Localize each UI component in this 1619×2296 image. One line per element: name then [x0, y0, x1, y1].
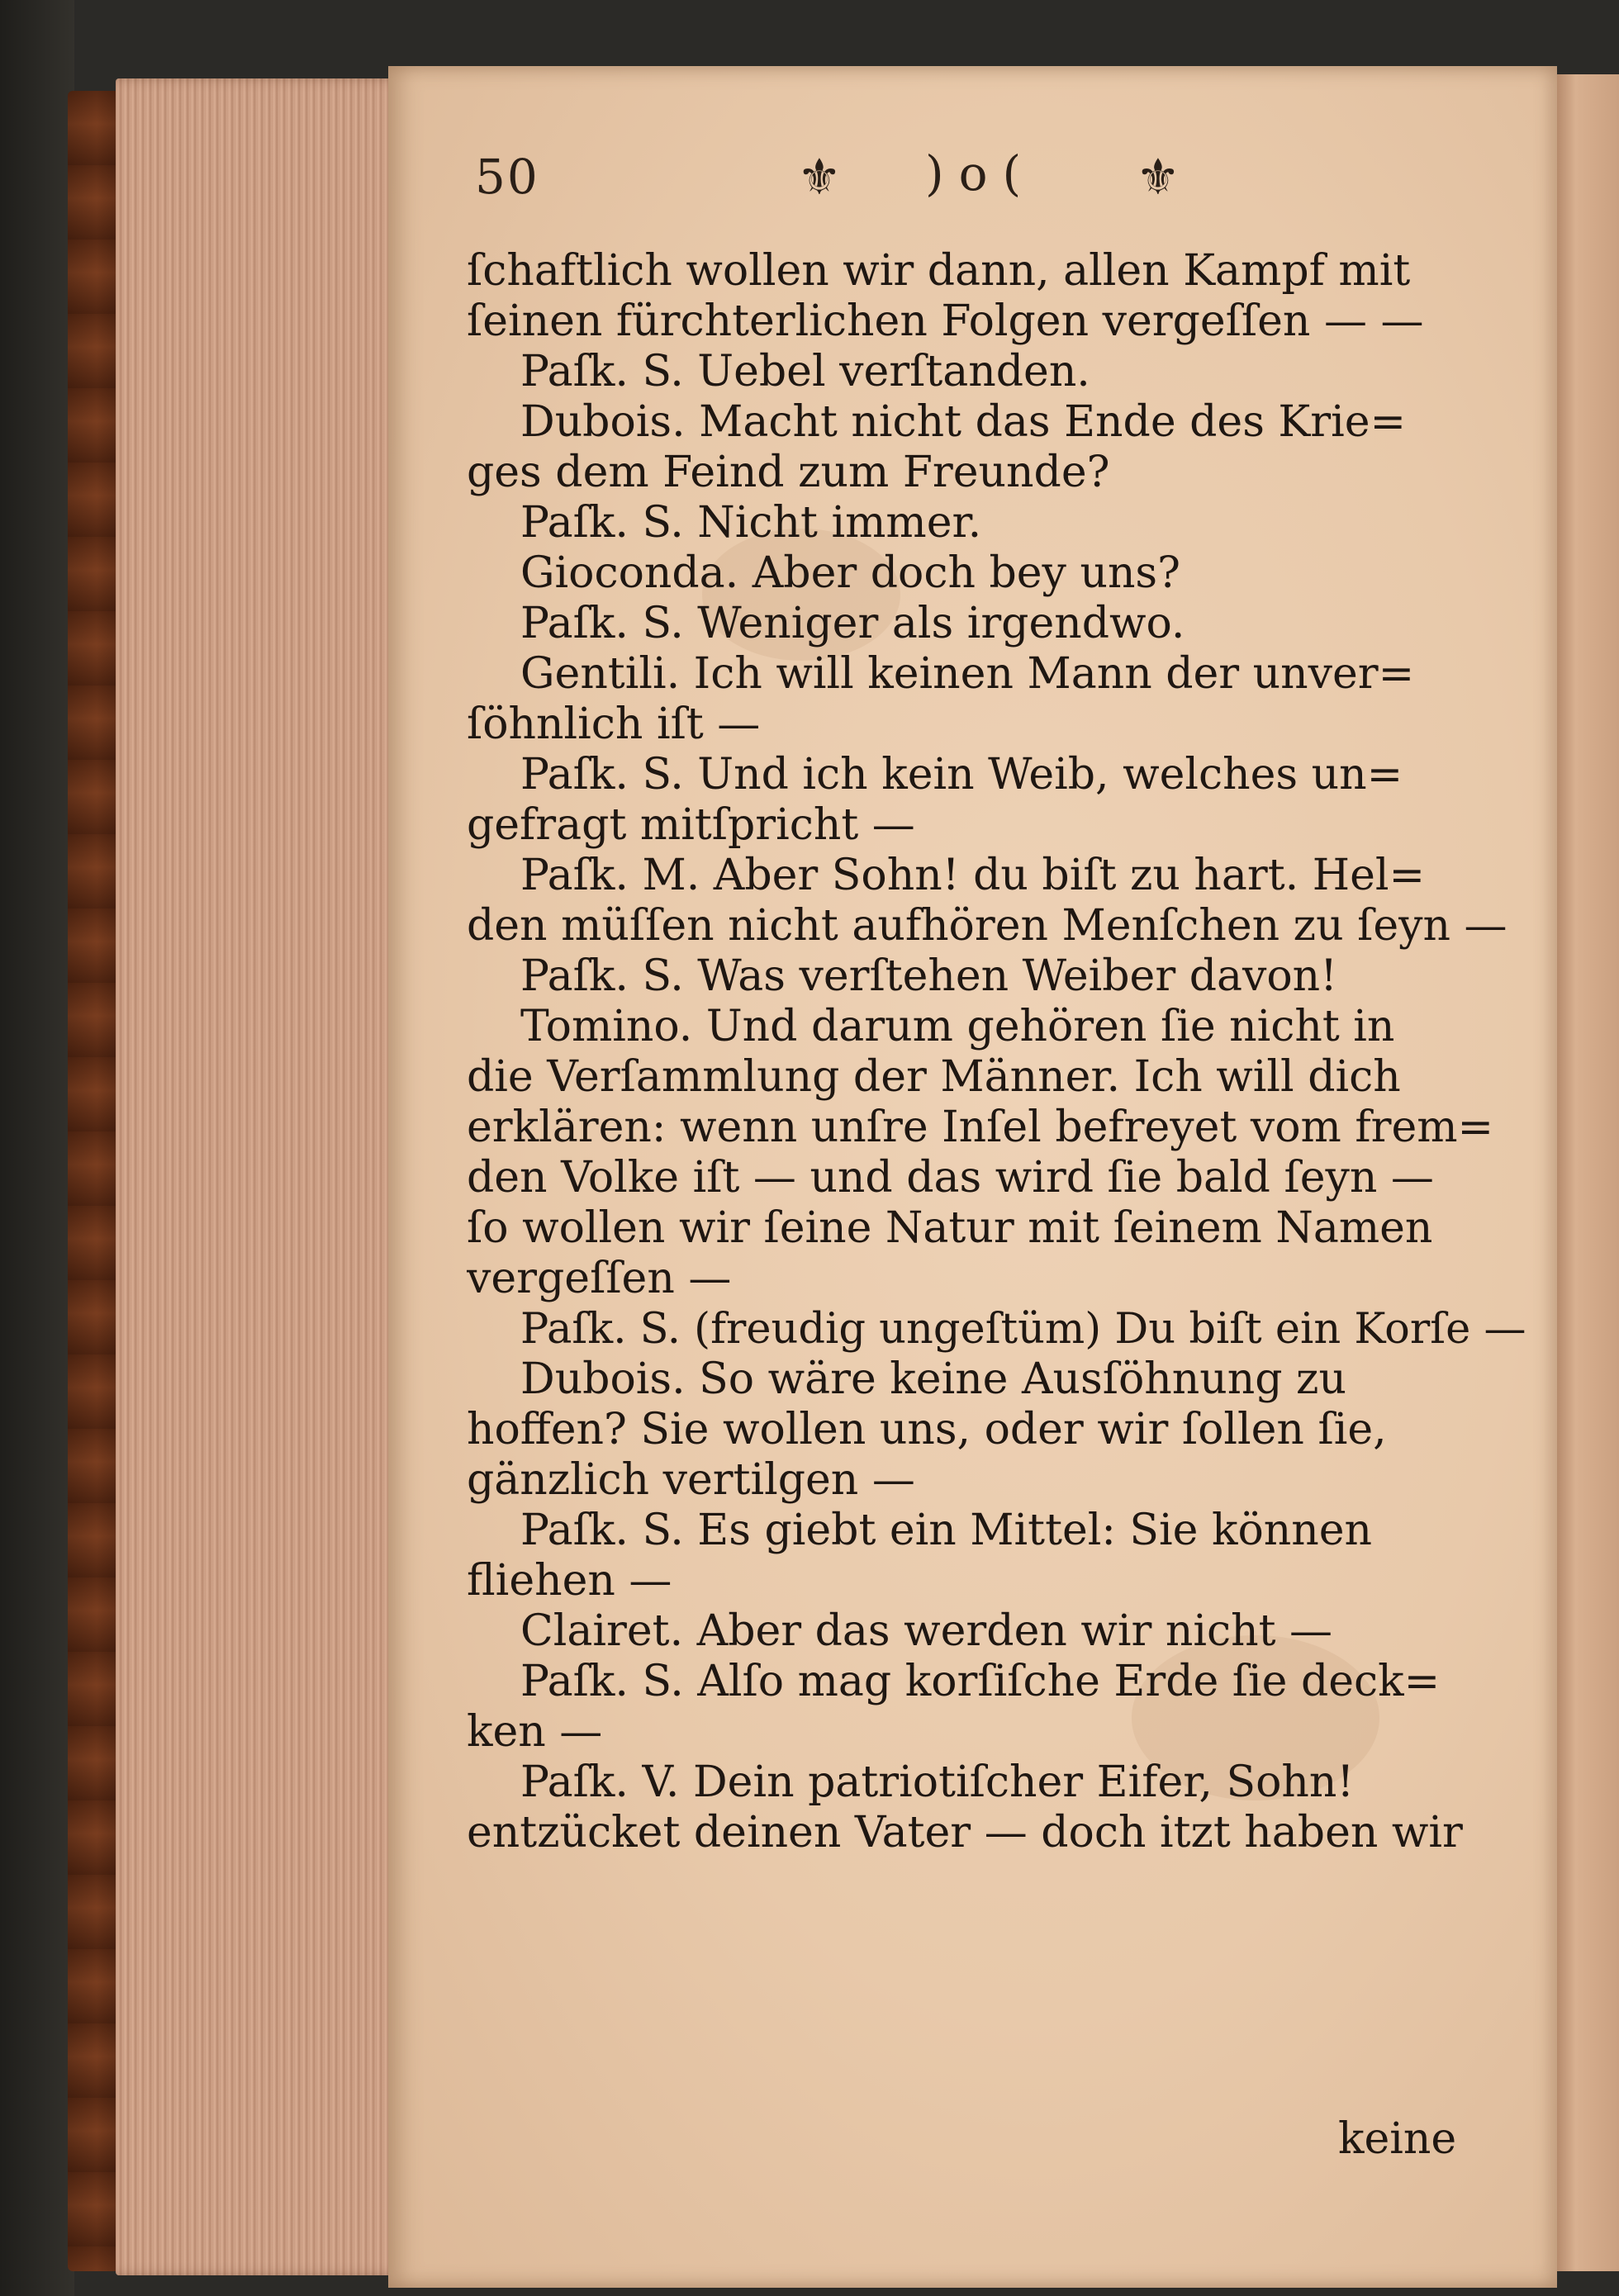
center-ornament: )o(: [925, 145, 1037, 202]
text-line: ſchaftlich wollen wir dann, allen Kampf mit: [467, 246, 1411, 296]
text-line: erklären: wenn unſre Inſel befreyet vom frem=: [467, 1103, 1494, 1152]
text-line: Paſk. S. Uebel verſtanden.: [520, 347, 1090, 396]
text-line: entzücket deinen Vater — doch itzt haben wir: [467, 1808, 1463, 1857]
text-line: Paſk. S. Nicht immer.: [520, 498, 982, 548]
text-line: Paſk. M. Aber Sohn! du biſt zu hart. Hel=: [520, 851, 1426, 900]
text-line: Gentili. Ich will keinen Mann der unver=: [520, 649, 1415, 699]
facing-page-edge: [1557, 74, 1619, 2271]
text-line: vergeſſen —: [467, 1254, 732, 1303]
text-line: ſeinen fürchterlichen Folgen vergeſſen — —: [467, 296, 1424, 346]
text-line: den Volke iſt — und das wird ſie bald ſeyn —: [467, 1153, 1434, 1203]
text-line: gänzlich vertilgen —: [467, 1455, 915, 1505]
text-line: gefragt mitſpricht —: [467, 800, 915, 850]
text-line: fliehen —: [467, 1556, 672, 1606]
text-line: Paſk. S. Weniger als irgendwo.: [520, 599, 1185, 648]
text-line: ges dem Feind zum Freunde?: [467, 448, 1110, 497]
text-line: Paſk. S. Es giebt ein Mittel: Sie können: [520, 1506, 1373, 1555]
text-line: Paſk. S. Was verſtehen Weiber davon!: [520, 951, 1338, 1001]
fleuron-ornament-icon: ⚜: [797, 149, 842, 206]
page-number: 50: [475, 149, 539, 205]
body-text: [467, 246, 1532, 1858]
text-line: ſo wollen wir ſeine Natur mit ſeinem Namen: [467, 1203, 1433, 1253]
running-head: [475, 145, 1619, 215]
text-line: die Verſammlung der Männer. Ich will dich: [467, 1052, 1401, 1102]
fleuron-ornament-icon: ⚜: [1136, 149, 1180, 206]
text-line: Paſk. S. Alſo mag korſiſche Erde ſie deck=: [520, 1657, 1441, 1706]
catchword: keine: [1338, 2114, 1457, 2164]
text-line: hoffen? Sie wollen uns, oder wir ſollen ſie,: [467, 1405, 1387, 1454]
text-line: den müſſen nicht aufhören Menſchen zu ſeyn —: [467, 901, 1507, 951]
background-left: [0, 0, 74, 2296]
text-line: Paſk. S. (freudig ungeſtüm) Du biſt ein Korſe —: [520, 1305, 1526, 1354]
text-line: Tomino. Und darum gehören ſie nicht in: [520, 1002, 1395, 1051]
text-line: Dubois. So wäre keine Ausſöhnung zu: [520, 1354, 1346, 1404]
text-line: ſöhnlich iſt —: [467, 700, 761, 749]
text-line: Clairet. Aber das werden wir nicht —: [520, 1606, 1333, 1656]
text-line: ken —: [467, 1707, 603, 1757]
text-line: Dubois. Macht nicht das Ende des Krie=: [520, 397, 1407, 447]
text-line: Paſk. V. Dein patriotiſcher Eifer, Sohn!: [520, 1758, 1355, 1807]
text-line: Gioconda. Aber doch bey uns?: [520, 548, 1180, 598]
text-line: Paſk. S. Und ich kein Weib, welches un=: [520, 750, 1403, 799]
